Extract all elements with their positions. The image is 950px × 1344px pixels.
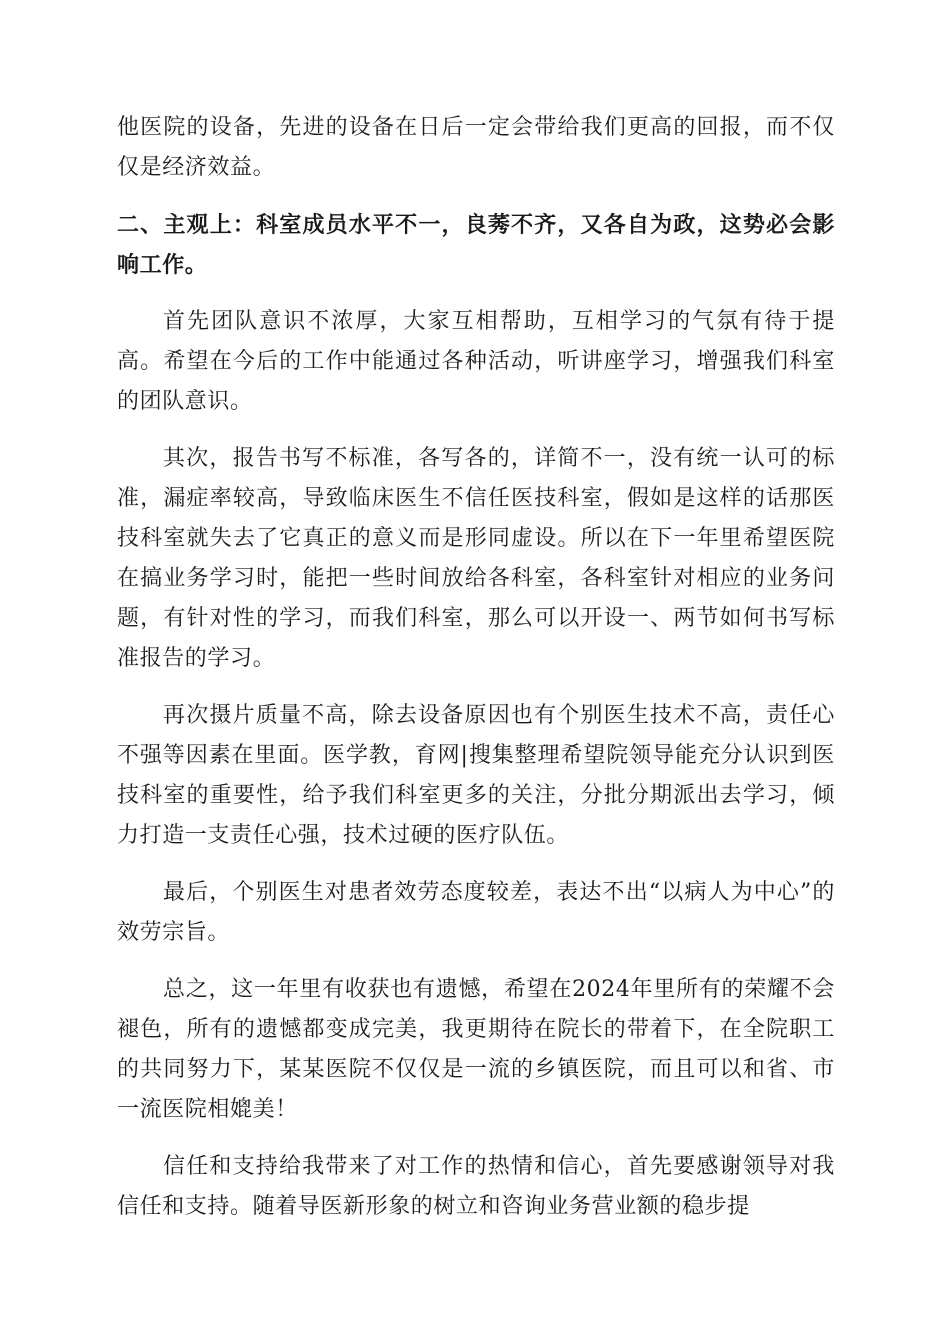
paragraph-film-quality: 再次摄片质量不高，除去设备原因也有个别医生技术不高，责任心不强等因素在里面。医学教，育网|搜集整理希望院领导能充分认识到医技科室的重要性，给予我们科室更多的关注，分批分期派出去学习，倾力打造一支责任心强，技术过硬的医疗队伍。 (117, 703, 835, 848)
paragraph-team-awareness: 首先团队意识不浓厚，大家互相帮助，互相学习的气氛有待于提高。希望在今后的工作中能通过各种活动，听讲座学习，增强我们科室的团队意识。 (117, 309, 835, 414)
paragraph-service-attitude: 最后，个别医生对患者效劳态度较差，表达不出“以病人为中心”的效劳宗旨。 (117, 880, 835, 945)
paragraph-gratitude: 信任和支持给我带来了对工作的热情和信心，首先要感谢领导对我信任和支持。随着导医新形象的树立和咨询业务营业额的稳步提 (117, 1154, 835, 1219)
document-body (117, 108, 835, 1227)
paragraph-summary: 总之，这一年里有收获也有遗憾，希望在2024年里所有的荣耀不会褪色，所有的遗憾都变成完美，我更期待在院长的带着下，在全院职工的共同努力下，某某医院不仅仅是一流的乡镇医院，而且可以和省、市一流医院相媲美！ (117, 977, 835, 1122)
section-heading: 二、主观上：科室成员水平不一，良莠不齐，又各自为政，这势必会影响工作。 (117, 212, 835, 278)
paragraph-continuation: 他医院的设备，先进的设备在日后一定会带给我们更高的回报，而不仅仅是经济效益。 (117, 115, 835, 180)
paragraph-report-writing: 其次，报告书写不标准，各写各的，详简不一，没有统一认可的标准，漏症率较高，导致临床医生不信任医技科室，假如是这样的话那医技科室就失去了它真正的意义而是形同虚设。所以在下一年里希望医院在搞业务学习时，能把一些时间放给各科室，各科室针对相应的业务问题，有针对性的学习，而我们科室，那么可以开设一、两节如何书写标准报告的学习。 (117, 446, 835, 671)
